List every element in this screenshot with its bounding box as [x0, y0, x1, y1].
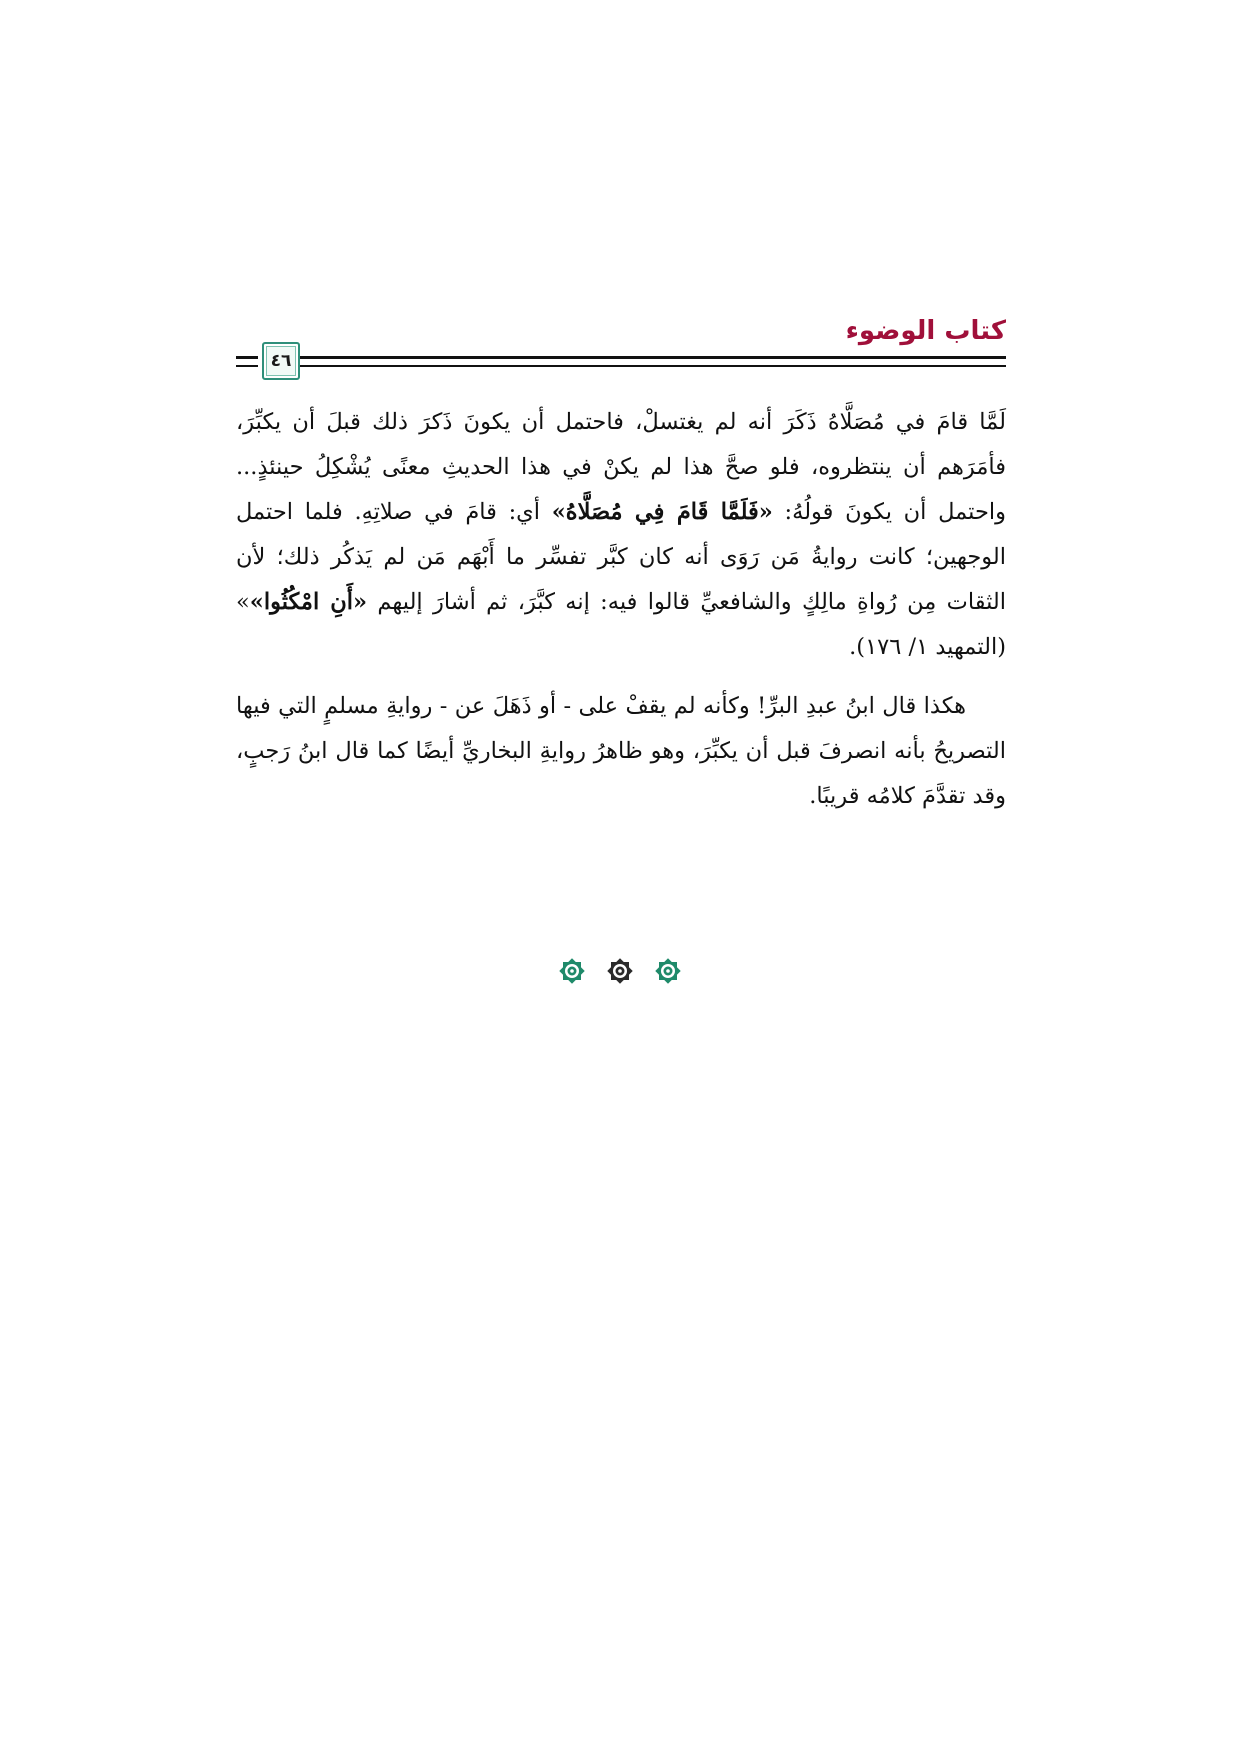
- header-rule-top: [300, 356, 1006, 359]
- paragraph-1-part-a: لَمَّا قامَ في مُصَلَّاهُ ذَكَرَ أنه لم يغتسلْ، فاحتمل أن يكونَ ذَكرَ ذلك قبلَ أن يكبِّرَ، فأمَرَهم أن ينتظروه، فلو صحَّ هذا لم يكنْ في هذا الحديثِ معنًى يُشْكِلُ حينئذٍ... واحتمل أن يكونَ قولُهُ:: [236, 409, 1006, 525]
- page-header: [236, 316, 1006, 388]
- paragraph-1-part-c: » (التمهيد ١/ ١٧٦).: [236, 589, 1006, 660]
- page-number-frame: [262, 342, 300, 380]
- header-rule-stub-top: [236, 356, 258, 359]
- page-content: [236, 400, 1006, 819]
- hadith-quote-2: «أَنِ امْكُثُوا»: [249, 589, 368, 615]
- hadith-quote-1: «فَلَمَّا قَامَ فِي مُصَلَّاهُ»: [551, 499, 773, 525]
- section-ornaments: [0, 956, 1240, 986]
- paragraph-1: [236, 400, 1006, 670]
- chapter-title: كتاب الوضوء: [845, 316, 1006, 346]
- rosette-ornament-icon: [557, 956, 587, 986]
- paragraph-2: هكذا قال ابنُ عبدِ البرِّ! وكأنه لم يقفْ على - أو ذَهَلَ عن - روايةِ مسلمٍ التي فيها التصريحُ بأنه انصرفَ قبل أن يكبِّرَ، وهو ظاهرُ روايةِ البخاريِّ أيضًا كما قال ابنُ رَجبٍ، وقد تقدَّمَ كلامُه قريبًا.: [236, 693, 1006, 809]
- rosette-ornament-icon: [653, 956, 683, 986]
- page-number: ٤٦: [270, 351, 292, 371]
- paragraph-1-part-b: أي: قامَ في صلاتِهِ. فلما احتمل الوجهين؛ كانت روايةُ مَن رَوَى أنه كان كبَّر تفسِّر ما أَبْهَم مَن لم يَذكُر ذلك؛ لأن الثقات مِن رُواةِ مالِكٍ والشافعيِّ قالوا فيه: إنه كبَّرَ، ثم أشارَ إليهم: [236, 499, 1006, 615]
- header-rule-bottom: [300, 365, 1006, 367]
- rosette-ornament-icon: [605, 956, 635, 986]
- header-rule-stub-bottom: [236, 365, 258, 367]
